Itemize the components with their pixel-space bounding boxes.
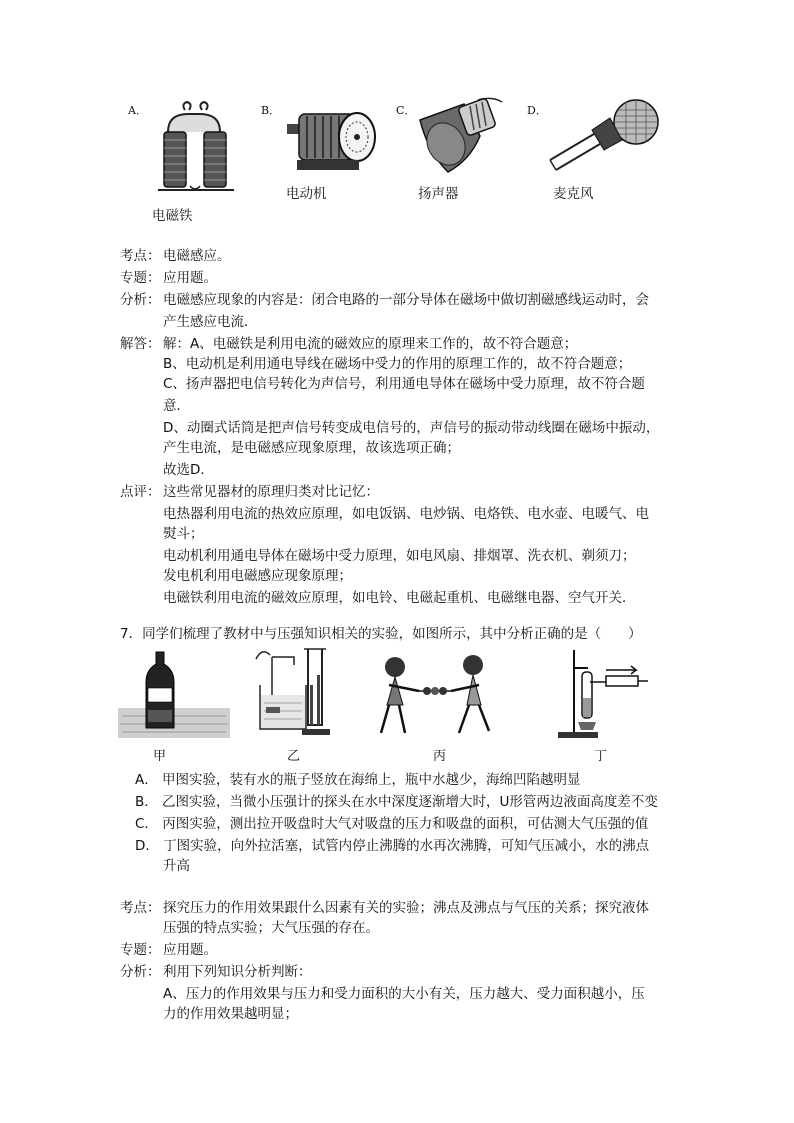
option-c-letter: C．: [396, 104, 416, 117]
option-d-letter: D．: [527, 104, 547, 117]
option-d-caption: 麦克风: [553, 186, 594, 202]
q6-kaodian: 电磁感应。: [163, 248, 231, 264]
figure-label-yi: 乙: [287, 749, 301, 764]
q6-dianping-line: 发电机利用电磁感应现象原理；: [163, 568, 352, 584]
q7-choice-b: B． 乙图实验，当微小压强计的探头在水中深度逐渐增大时，U形管两边液面高度差不变: [135, 794, 658, 810]
figure-label-ding: 丁: [594, 749, 608, 764]
option-c-caption: 扬声器: [418, 186, 459, 202]
q6-dianping-line: 电热器利用电流的热效应原理，如电饭锅、电炒锅、电烙铁、电水壶、电暖气、电: [163, 506, 649, 522]
q6-zhuanti: 应用题。: [163, 270, 217, 286]
figure-label-jia: 甲: [153, 749, 167, 764]
electric-motor-icon: [285, 106, 380, 174]
q6-dianping-line: 这些常见器材的原理归类对比记忆：: [163, 484, 379, 500]
option-a-caption: 电磁铁: [152, 208, 193, 224]
q6-dianping-label: 点评：: [120, 484, 161, 500]
suction-cup-tug-icon: [375, 655, 495, 743]
q6-jieda-line: 故选D．: [163, 462, 214, 478]
electromagnet-icon: [150, 102, 240, 197]
pressure-gauge-icon: [252, 645, 342, 740]
option-b-letter: B．: [261, 104, 281, 117]
q6-fenxi-line: 电磁感应现象的内容是：闭合电路的一部分导体在磁场中做切割磁感线运动时，会: [163, 292, 649, 308]
q6-jieda-line: B、电动机是利用通电导线在磁场中受力的作用的原理工作的，故不符合题意；: [163, 356, 632, 372]
q7-kaodian-label: 考点：: [120, 900, 161, 916]
q7-choice-c: C． 丙图实验，测出拉开吸盘时大气对吸盘的压力和吸盘的面积，可估测大气压强的值: [135, 816, 649, 832]
q6-jieda-line: C、扬声器把电信号转化为声信号，利用通电导体在磁场中受力原理，故不符合题: [163, 376, 645, 392]
q6-jieda-line: 意．: [163, 398, 190, 414]
bottle-on-sponge-icon: [118, 650, 233, 742]
q6-dianping-line: 电磁铁利用电流的磁效应原理，如电铃、电磁起重机、电磁继电器、空气开关．: [163, 590, 636, 606]
q7-choice-a: A． 甲图实验，装有水的瓶子竖放在海绵上，瓶中水越少，海绵凹陷越明显: [135, 772, 581, 788]
q7-stem: 7．同学们梳理了教材中与压强知识相关的实验，如图所示，其中分析正确的是（ ）: [120, 626, 642, 642]
q7-choice-d: D． 丁图实验，向外拉活塞，试管内停止沸腾的水再次沸腾，可知气压减小，水的沸点: [135, 838, 650, 854]
loudspeaker-icon: [418, 96, 510, 178]
q6-jieda-line: 产生电流，是电磁感应现象原理，故该选项正确；: [163, 440, 460, 456]
q6-jieda-line: 解：A、电磁铁是利用电流的磁效应的原理来工作的，故不符合题意；: [163, 336, 578, 352]
q6-fenxi-line: 产生感应电流．: [163, 314, 258, 330]
q6-zhuanti-label: 专题：: [120, 270, 161, 286]
option-a-letter: A．: [128, 104, 147, 117]
q7-zhuanti: 应用题。: [163, 942, 217, 958]
q6-dianping-line: 熨斗；: [163, 526, 204, 542]
q7-kaodian-line: 探究压力的作用效果跟什么因素有关的实验；沸点及沸点与气压的关系；探究液体: [163, 900, 649, 916]
q6-jieda-label: 解答：: [120, 336, 161, 352]
q7-fenxi-line: 力的作用效果越明显；: [163, 1006, 298, 1022]
syringe-boiling-icon: [556, 648, 651, 740]
q6-dianping-line: 电动机利用通电导体在磁场中受力原理，如电风扇、排烟罩、洗衣机、剃须刀；: [163, 548, 636, 564]
q6-fenxi-label: 分析：: [120, 292, 161, 308]
q7-zhuanti-label: 专题：: [120, 942, 161, 958]
figure-label-bing: 丙: [433, 749, 447, 764]
microphone-icon: [548, 100, 672, 180]
q6-kaodian-label: 考点：: [120, 248, 161, 264]
q7-choice-d-cont: 升高: [163, 858, 190, 874]
option-b-caption: 电动机: [286, 186, 327, 202]
q7-fenxi-line: A、压力的作用效果与压力和受力面积的大小有关，压力越大、受力面积越小，压: [163, 986, 645, 1002]
q7-kaodian-line: 压强的特点实验；大气压强的存在。: [163, 920, 379, 936]
q7-fenxi-line: 利用下列知识分析判断：: [163, 964, 312, 980]
q6-jieda-line: D、动圈式话筒是把声信号转变成电信号的，声信号的振动带动线圈在磁场中振动，: [163, 420, 660, 436]
q7-fenxi-label: 分析：: [120, 964, 161, 980]
